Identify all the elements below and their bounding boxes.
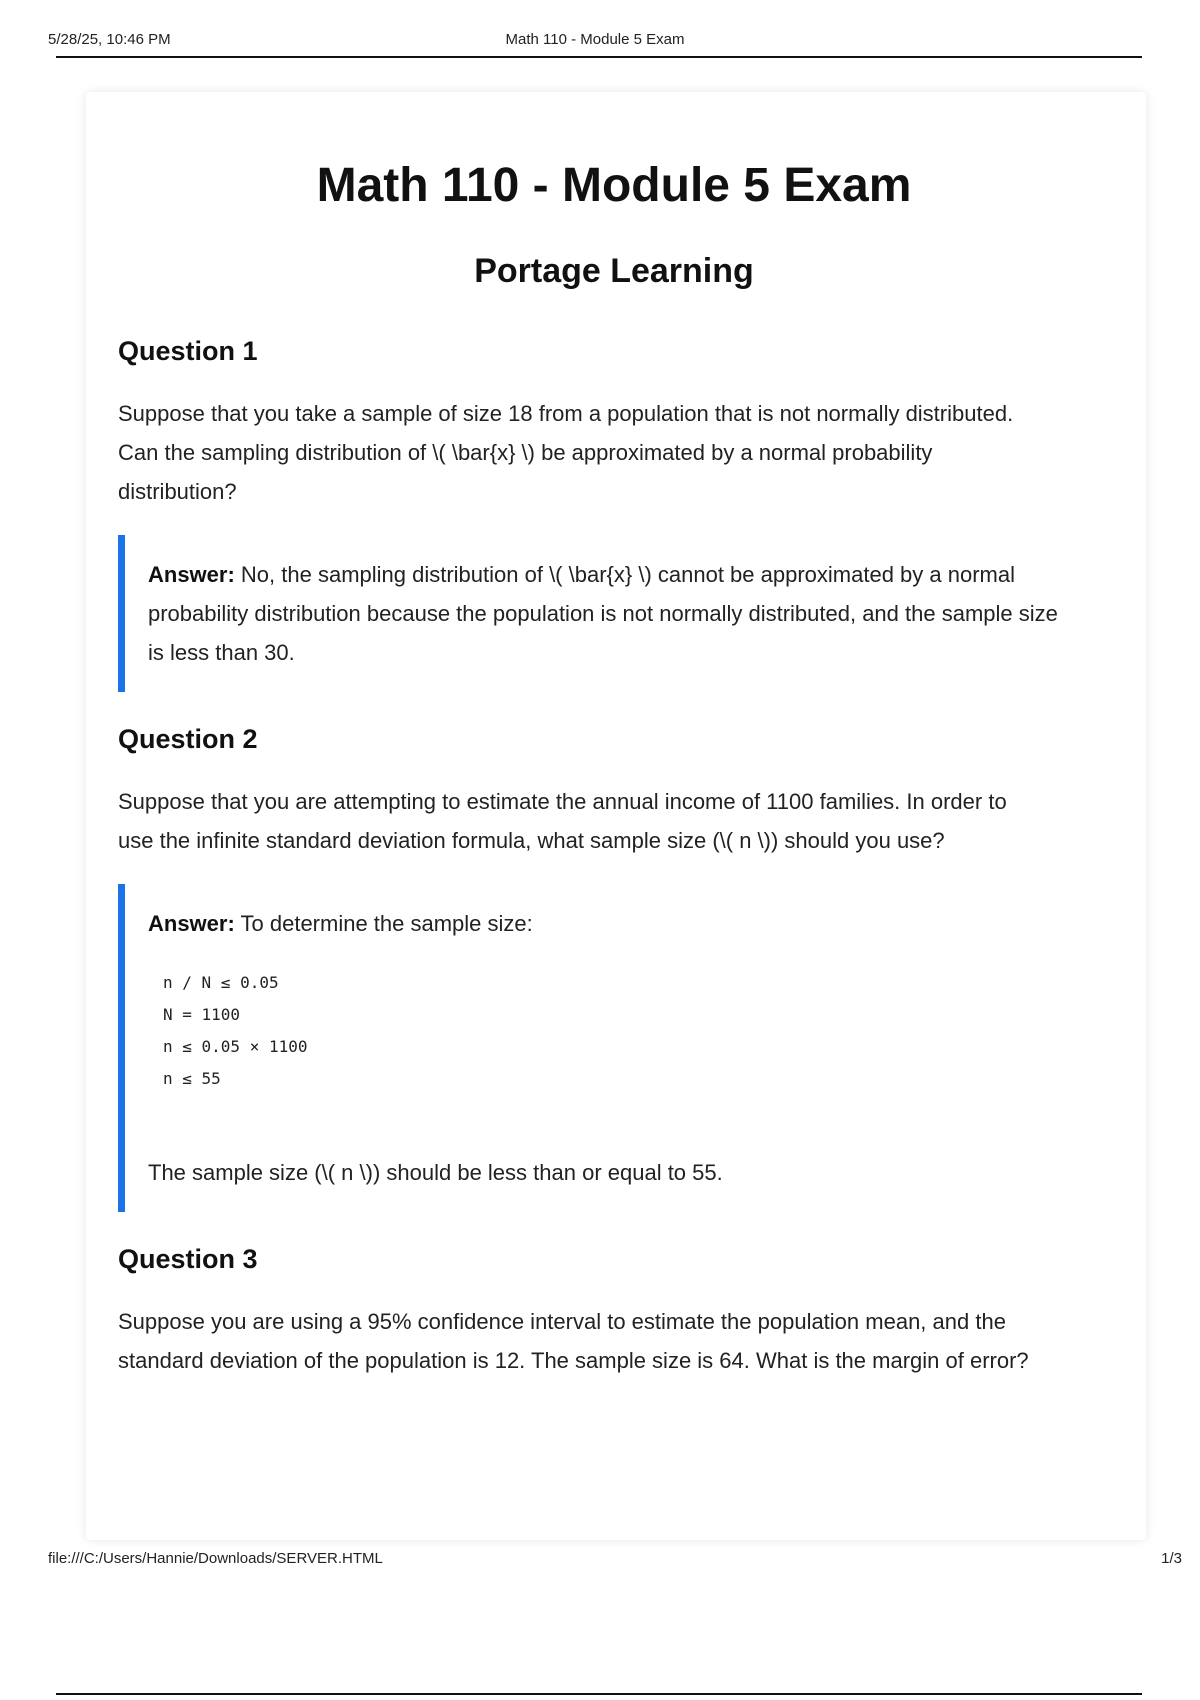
answer-conclusion: The sample size (\( n \)) should be less than or equal to 55. [148,1160,723,1185]
question-2-text: Suppose that you are attempting to estimate the annual income of 1100 families. In order to use the infinite standard deviation formula, what sample size (\( n \)) should you use? [118,789,1007,853]
calculation-line: n / N ≤ 0.05 [163,973,279,992]
print-header-title: Math 110 - Module 5 Exam [505,31,685,48]
question-2-answer [118,884,1110,1212]
print-datetime: 5/28/25, 10:46 PM [48,31,171,48]
print-header [48,28,1142,58]
calculation-block [163,967,1070,1095]
question-1-answer [118,535,1110,692]
page-indicator: 1/3 [1161,1550,1182,1567]
footer-divider [56,1693,1142,1695]
answer-label: Answer: [148,911,235,936]
calculation-line: n ≤ 55 [163,1069,221,1088]
header-divider [56,56,1142,58]
answer-label: Answer: [148,562,235,587]
page-title: Math 110 - Module 5 Exam [316,159,912,212]
exam-card [86,92,1146,1540]
answer-text: No, the sampling distribution of \( \bar{x} \) cannot be approximated by a normal probability distribution because the population is not normally distributed, and the sample size is less than 30. [148,562,1058,665]
question-2-heading: Question 2 [118,724,258,754]
question-3-heading: Question 3 [118,1244,258,1274]
answer-text: To determine the sample size: [234,911,533,936]
calculation-line: n ≤ 0.05 × 1100 [163,1037,308,1056]
calculation-line: N = 1100 [163,1005,241,1024]
question-3-text: Suppose you are using a 95% confidence interval to estimate the population mean, and the standard deviation of the population is 12. The sample size is 64. What is the margin of error? [118,1309,1029,1373]
question-1-heading: Question 1 [118,336,258,366]
page-subtitle: Portage Learning [474,252,754,290]
question-1-text: Suppose that you take a sample of size 18 from a population that is not normally distributed. Can the sampling distribution of \( \bar{x} \) be approximated by a normal probability distribution? [118,401,1014,504]
print-file-url: file:///C:/Users/Hannie/Downloads/SERVER.HTML [48,1550,383,1567]
